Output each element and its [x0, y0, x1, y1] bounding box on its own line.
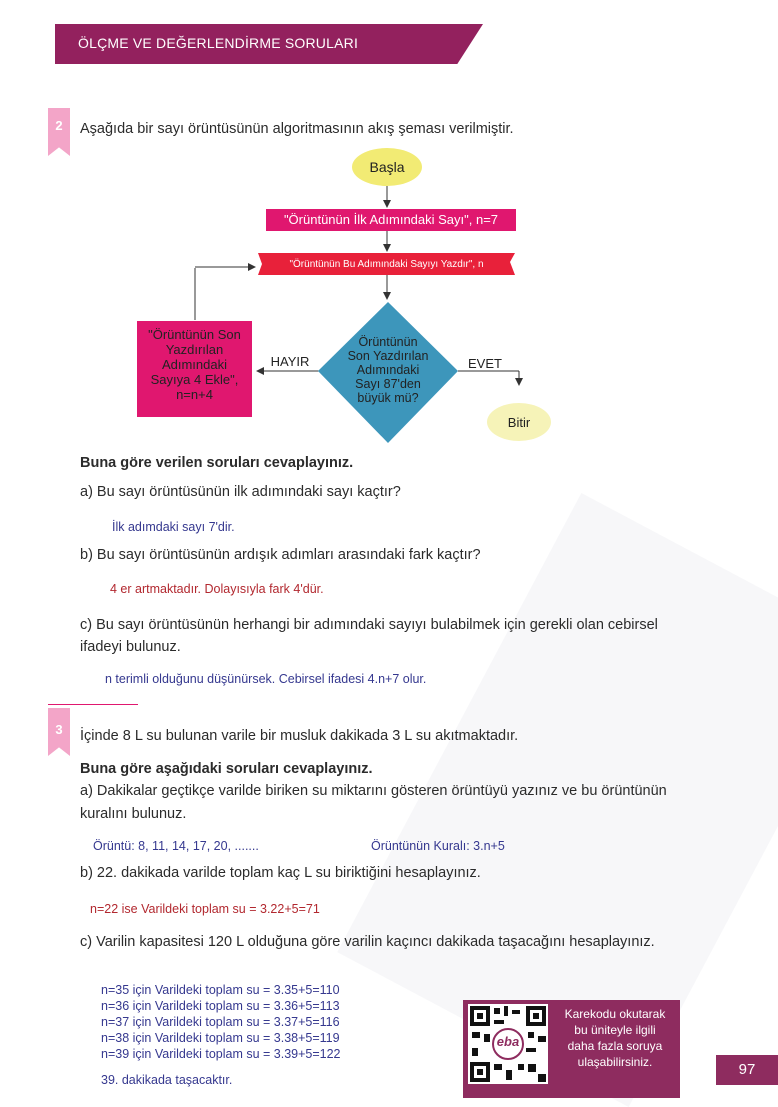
q3-intro: İçinde 8 L su bulunan varile bir musluk dakikada 3 L su akıtmaktadır. [80, 728, 519, 744]
flow-step2-label: "Örüntünün Bu Adımındaki Sayıyı Yazdır", n [289, 259, 484, 270]
q3-instruction: Buna göre aşağıdaki soruları cevaplayınız. [80, 761, 373, 777]
flow-add-line: n=n+4 [176, 387, 213, 402]
question-3-divider [48, 704, 138, 705]
eba-logo: eba [496, 1034, 520, 1049]
q3-answer-c-line: n=35 için Varildeki toplam su = 3.35+5=110 [101, 983, 340, 997]
q3-answer-c-line: n=37 için Varildeki toplam su = 3.37+5=116 [101, 1015, 340, 1029]
qr-caption [555, 1006, 675, 1070]
flow-yes-label: EVET [468, 356, 502, 371]
flow-no-label: HAYIR [270, 354, 310, 369]
q2-question-a: a) Bu sayı örüntüsünün ilk adımındaki sayı kaçtır? [80, 484, 401, 500]
q2-question-c-line1: c) Bu sayı örüntüsünün herhangi bir adımındaki sayıyı bulabilmek için gerekli olan cebirsel [80, 617, 658, 633]
q3-answer-a-rule: Örüntünün Kuralı: 3.n+5 [371, 839, 505, 853]
q3-answer-c-line: n=39 için Varildeki toplam su = 3.39+5=122 [101, 1047, 341, 1061]
qr-caption-line: Karekodu okutarak [564, 1007, 666, 1021]
flow-add-line: Yazdırılan [165, 342, 224, 357]
flow-decision-line: Örüntünün [358, 335, 418, 349]
q3-question-c: c) Varilin kapasitesi 120 L olduğuna göre varilin kaçıncı dakikada taşacağını hesaplayınız. [80, 934, 655, 950]
flow-decision-label [338, 335, 438, 405]
question-3-number: 3 [55, 722, 63, 737]
flow-add-line: Adımındaki [161, 357, 228, 372]
q3-question-b: b) 22. dakikada varilde toplam kaç L su biriktiğini hesaplayınız. [80, 865, 481, 881]
q3-answer-c-result: 39. dakikada taşacaktır. [101, 1073, 233, 1087]
flow-end-label: Bitir [507, 415, 531, 430]
flow-add-label [137, 327, 252, 402]
q2-intro: Aşağıda bir sayı örüntüsünün algoritmasının akış şeması verilmiştir. [80, 121, 514, 137]
q3-question-a-line2: kuralını bulunuz. [80, 806, 187, 822]
qr-caption-line: ulaşabilirsiniz. [577, 1055, 653, 1069]
flow-start-label: Başla [369, 159, 405, 175]
q3-question-a-line1: a) Dakikalar geçtikçe varilde biriken su miktarını gösteren örüntüyü yazınız ve bu örüntünün [80, 783, 667, 799]
page-number: 97 [716, 1055, 778, 1085]
flow-decision-line: büyük mü? [357, 391, 419, 405]
flow-add-line: "Örüntünün Son [148, 327, 241, 342]
q3-answer-c-line: n=38 için Varildeki toplam su = 3.38+5=119 [101, 1031, 340, 1045]
q3-answer-b: n=22 ise Varildeki toplam su = 3.22+5=71 [90, 902, 320, 916]
flow-decision-line: Adımındaki [356, 363, 420, 377]
flow-decision-line: Sayı 87'den [355, 377, 421, 391]
q3-answer-a-pattern: Örüntü: 8, 11, 14, 17, 20, ....... [93, 839, 259, 853]
header-title: ÖLÇME VE DEĞERLENDİRME SORULARI [78, 35, 359, 51]
flow-add-line: Sayıya 4 Ekle", [150, 372, 239, 387]
question-2-number: 2 [55, 118, 63, 133]
q2-question-c-line2: ifadeyi bulunuz. [80, 639, 181, 655]
q3-answer-c-list [101, 982, 341, 1062]
flow-step1-label: "Örüntünün İlk Adımındaki Sayı", n=7 [283, 212, 499, 227]
q2-answer-c: n terimli olduğunu düşünürsek. Cebirsel ifadesi 4.n+7 olur. [105, 672, 427, 686]
q3-answer-c-line: n=36 için Varildeki toplam su = 3.36+5=113 [101, 999, 340, 1013]
qr-caption-line: daha fazla soruya [567, 1039, 663, 1053]
q2-answer-b: 4 er artmaktadır. Dolayısıyla fark 4'dür. [110, 582, 324, 596]
qr-caption-line: bu üniteyle ilgili [574, 1023, 656, 1037]
q2-answer-a: İlk adımdaki sayı 7'dir. [112, 520, 235, 534]
flow-decision-line: Son Yazdırılan [347, 349, 429, 363]
q2-question-b: b) Bu sayı örüntüsünün ardışık adımları arasındaki fark kaçtır? [80, 547, 481, 563]
q2-instruction: Buna göre verilen soruları cevaplayınız. [80, 455, 354, 471]
